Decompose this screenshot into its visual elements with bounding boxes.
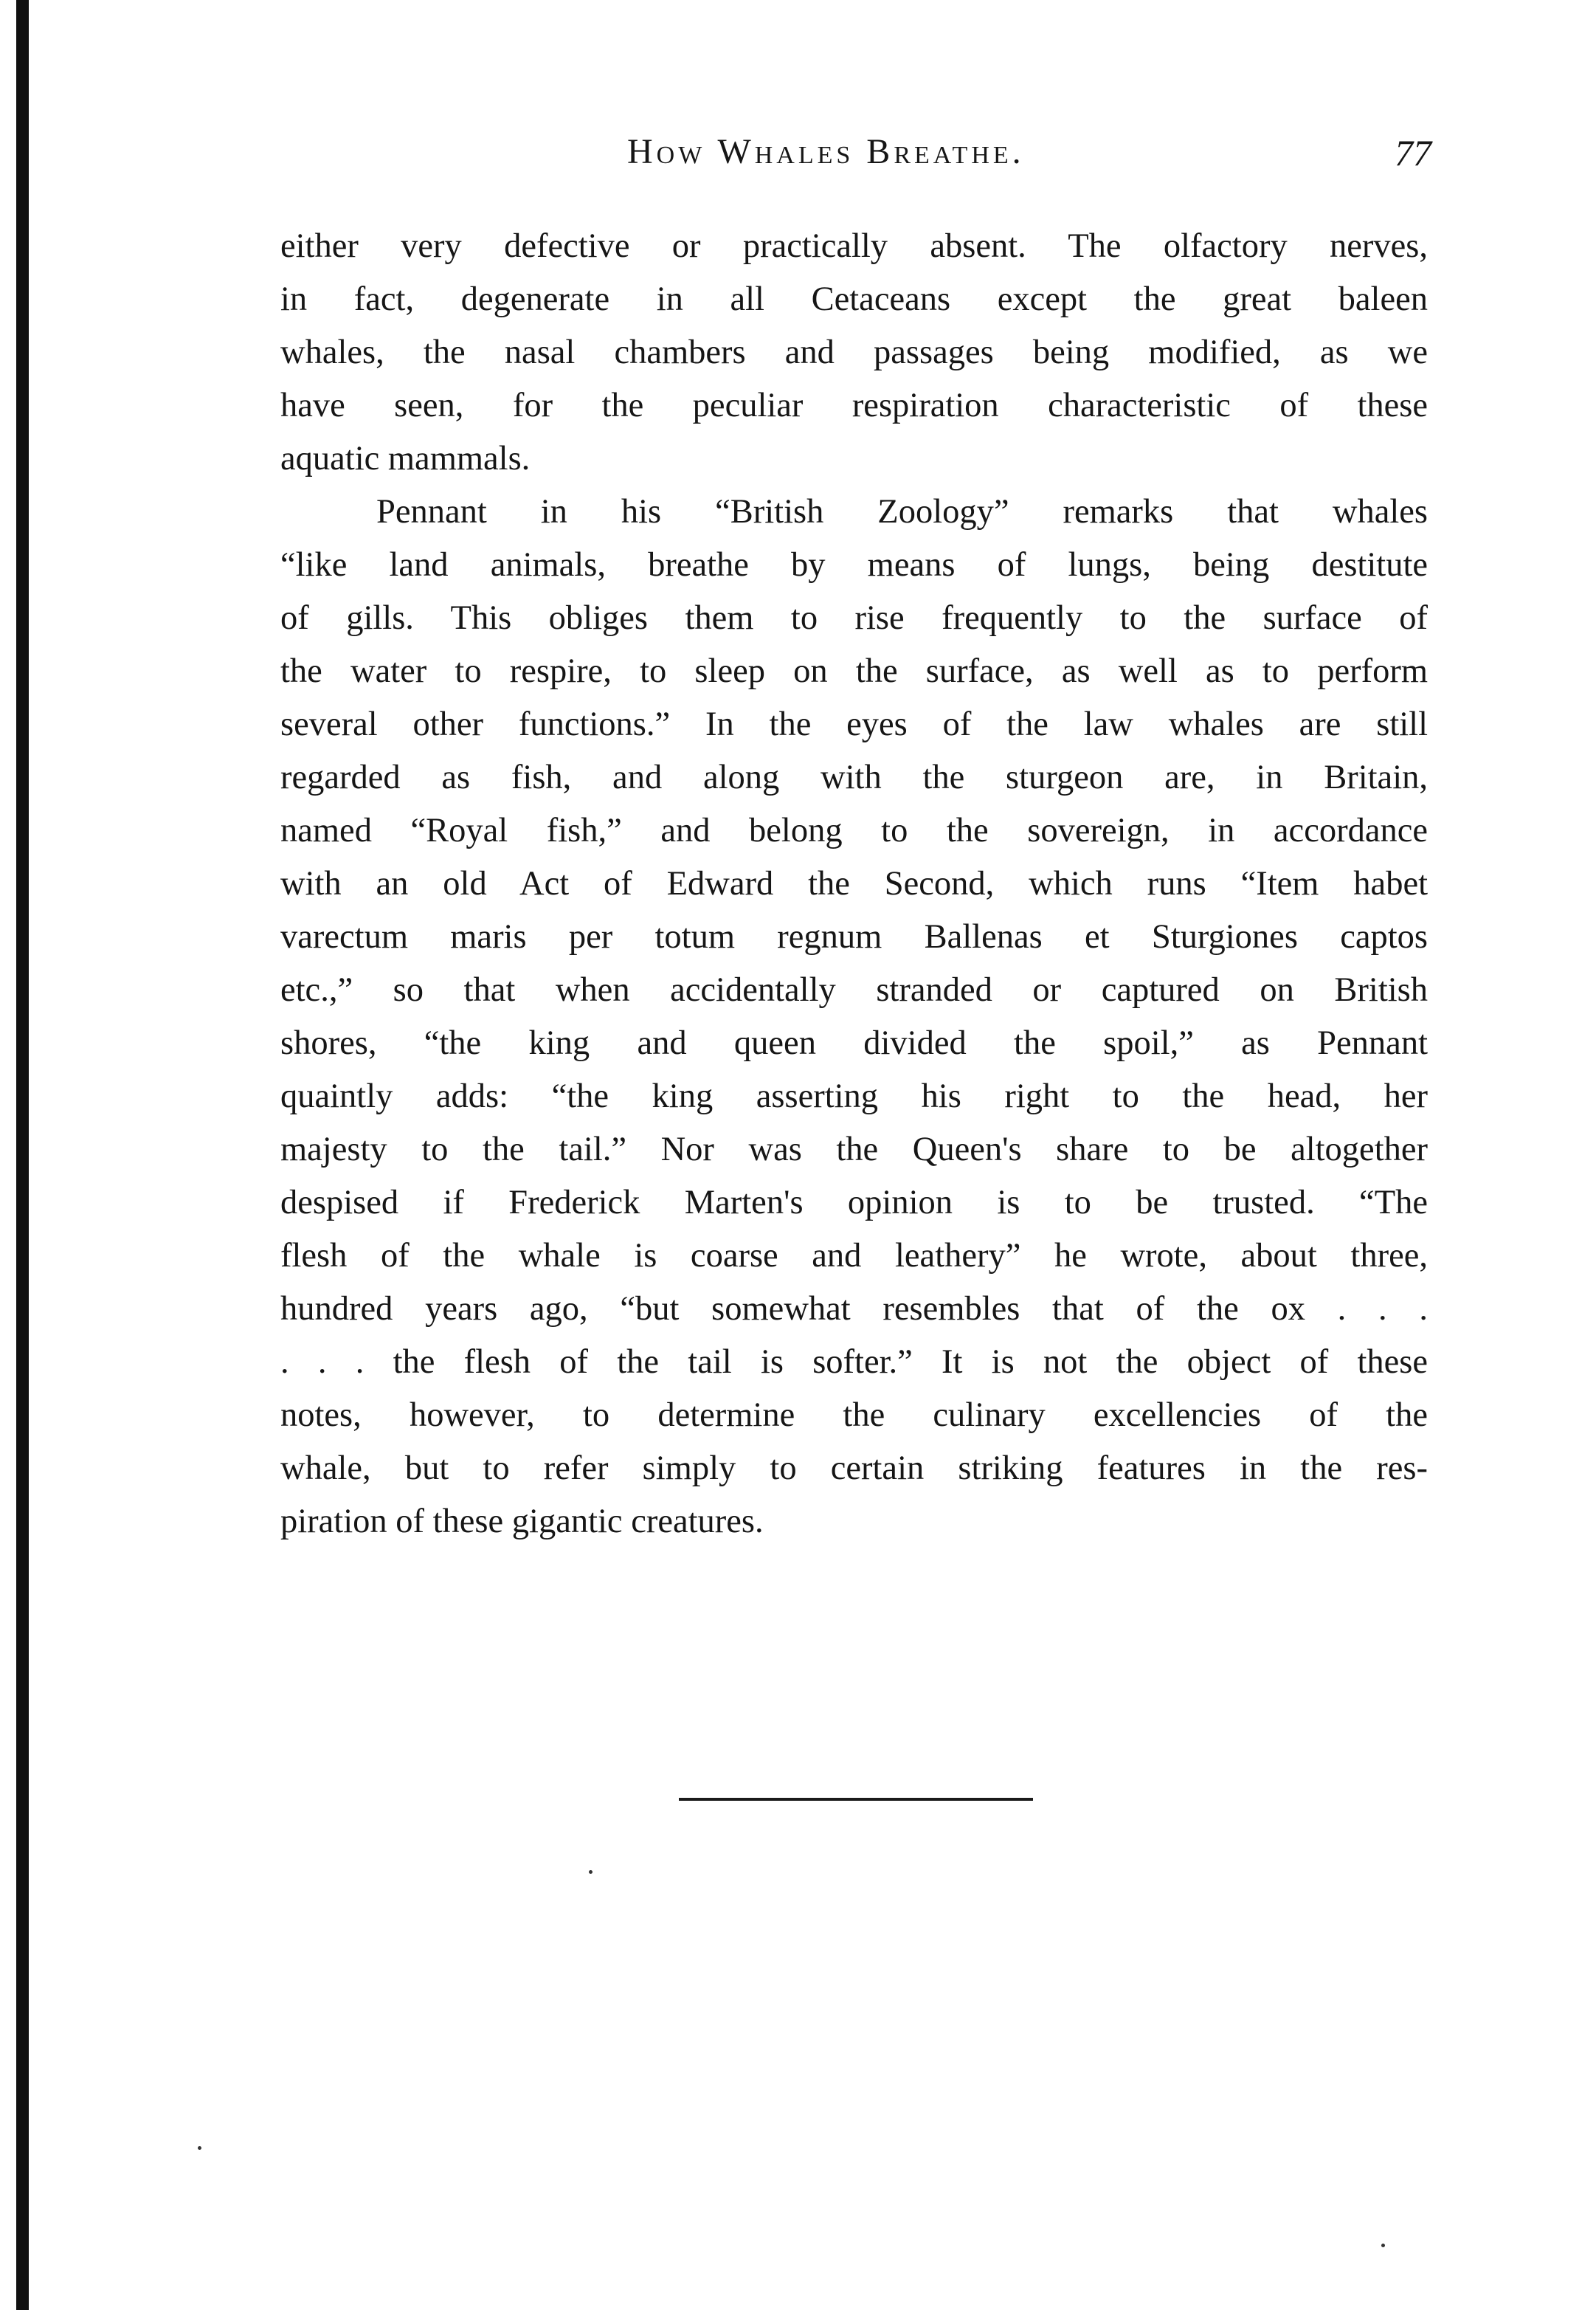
- paper-speck: [198, 2146, 201, 2150]
- text-line: the water to respire, to sleep on the surface, as well as to perform: [280, 652, 1428, 690]
- text-line: either very defective or practically absent. The olfactory nerves,: [280, 227, 1428, 265]
- text-line: notes, however, to determine the culinary excellencies of the: [280, 1396, 1428, 1434]
- text-line: majesty to the tail.” Nor was the Queen's share to be altogether: [280, 1131, 1428, 1168]
- text-line: several other functions.” In the eyes of the law whales are still: [280, 706, 1428, 743]
- text-line: named “Royal fish,” and belong to the sovereign, in accordance: [280, 812, 1428, 849]
- text-line: despised if Frederick Marten's opinion is to be trusted. “The: [280, 1184, 1428, 1221]
- binding-shadow: [16, 0, 29, 2310]
- text-line: hundred years ago, “but somewhat resembles that of the ox . . .: [280, 1290, 1428, 1328]
- paragraph-2: [280, 486, 1428, 1548]
- text-line: of gills. This obliges them to rise frequently to the surface of: [280, 599, 1428, 637]
- text-line: varectum maris per totum regnum Ballenas et Sturgiones captos: [280, 918, 1428, 956]
- text-line: regarded as fish, and along with the sturgeon are, in Britain,: [280, 759, 1428, 796]
- running-head: [280, 131, 1446, 198]
- text-line: with an old Act of Edward the Second, which runs “Item habet: [280, 865, 1428, 903]
- text-line: . . . the flesh of the tail is softer.” It is not the object of these: [280, 1343, 1428, 1381]
- section-end-rule: [679, 1798, 1033, 1801]
- text-line: whale, but to refer simply to certain striking features in the res-: [280, 1449, 1428, 1487]
- text-line: aquatic mammals.: [280, 440, 531, 477]
- text-line: have seen, for the peculiar respiration characteristic of these: [280, 387, 1428, 424]
- text-line: “like land animals, breathe by means of lungs, being destitute: [280, 546, 1428, 584]
- text-line: whales, the nasal chambers and passages being modified, as we: [280, 334, 1428, 371]
- page-number: 77: [1395, 132, 1431, 173]
- text-line: in fact, degenerate in all Cetaceans except the great baleen: [280, 280, 1428, 318]
- text-line: etc.,” so that when accidentally stranded or captured on British: [280, 971, 1428, 1009]
- text-line: shores, “the king and queen divided the spoil,” as Pennant: [280, 1024, 1428, 1062]
- body-text: [280, 220, 1428, 1548]
- paragraph-1: [280, 220, 1428, 486]
- text-line: piration of these gigantic creatures.: [280, 1503, 764, 1540]
- text-line: flesh of the whale is coarse and leathery” he wrote, about three,: [280, 1237, 1428, 1275]
- text-line: quaintly adds: “the king asserting his right to the head, her: [280, 1078, 1428, 1115]
- paper-speck: [589, 1870, 593, 1874]
- text-line: Pennant in his “British Zoology” remarks that whales: [376, 493, 1428, 531]
- running-head-title: How Whales Breathe.: [627, 132, 1025, 171]
- paper-speck: [1381, 2244, 1385, 2247]
